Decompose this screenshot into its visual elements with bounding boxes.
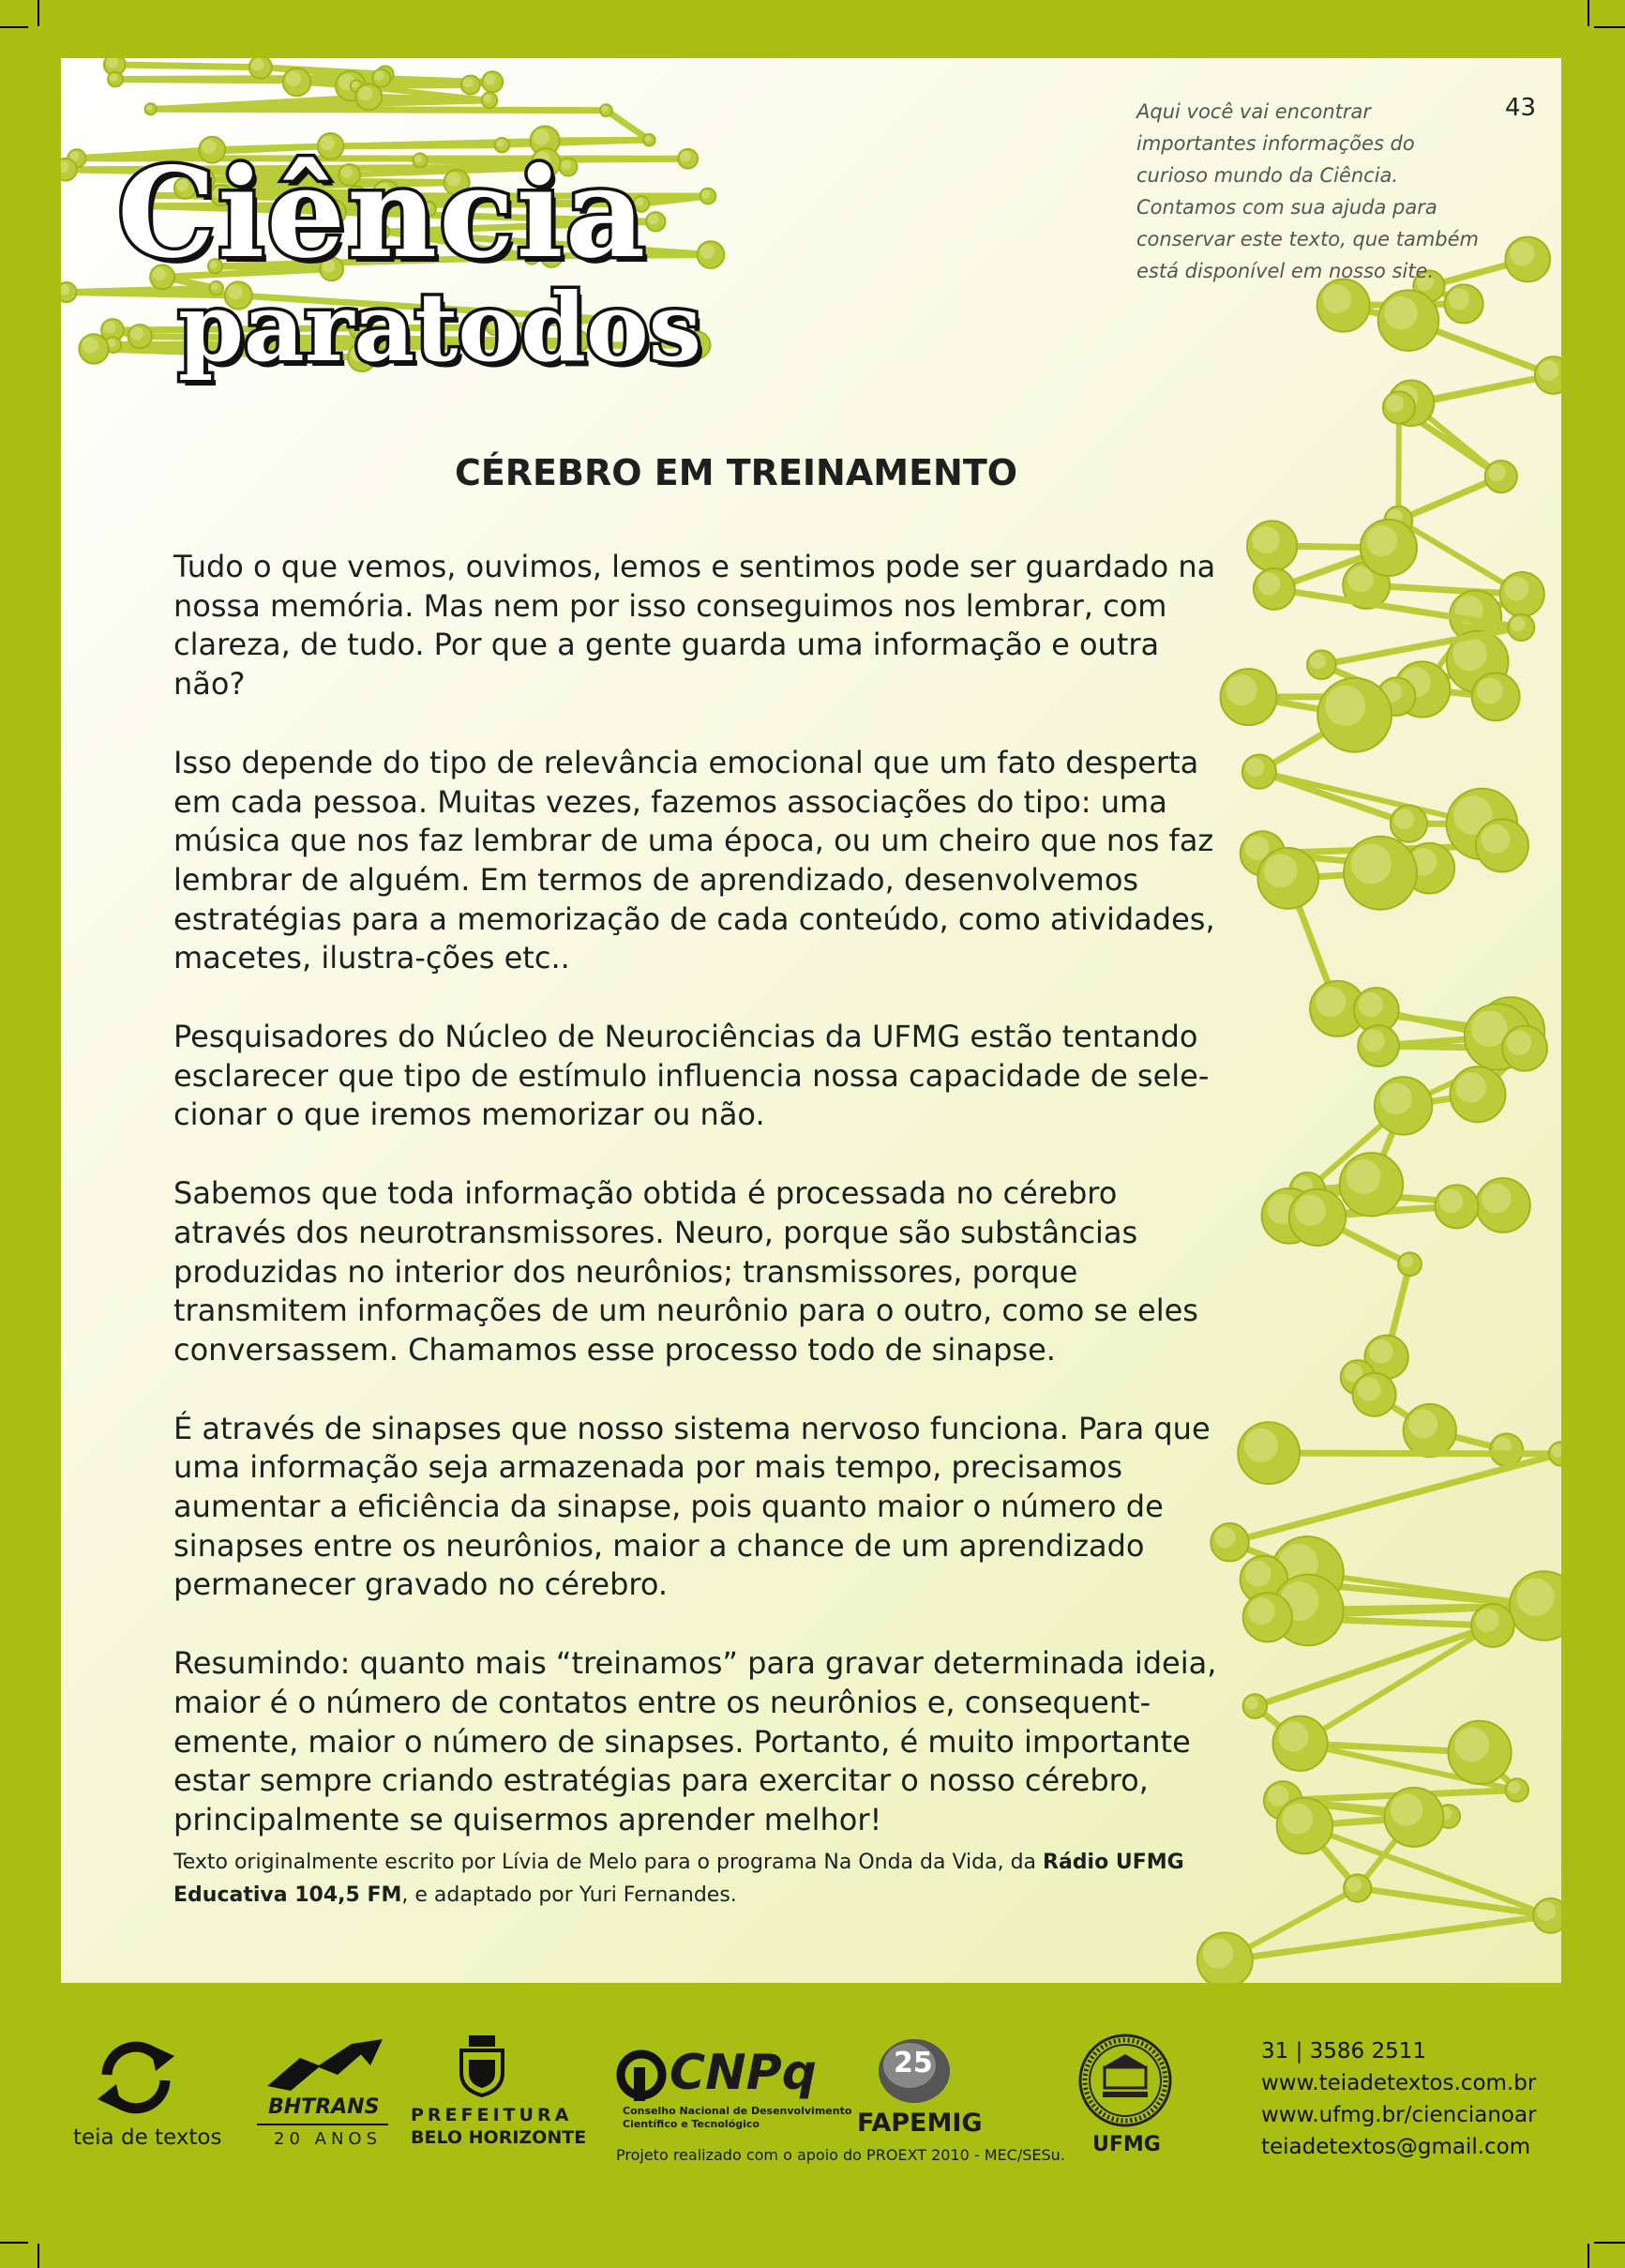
molecule-atom-highlight [1366,525,1397,556]
article-paragraph: Tudo o que vemos, ouvimos, lemos e sentimos pode ser guardado na nossa memória. Mas nem por isso conseguimos nos lembrar, com clareza, de tudo. Por que a gente guarda uma informação e outra não? [173,549,1216,703]
article-body [173,548,1224,1880]
email-link[interactable]: teiadetextos@gmail.com [1261,2135,1531,2159]
molecule-atom-highlight [1507,1031,1531,1055]
molecule-atom-highlight [1408,1410,1437,1439]
article-title: CÉREBRO EM TREINAMENTO [454,452,1018,493]
article-paragraph: Pesquisadores do Núcleo de Neurociências da UFMG estão tentando esclarecer que tipo de estímulo influencia nossa capacidade de sele-cionar o que iremos memorizar ou não. [173,1019,1210,1133]
article-paragraph: Isso depende do tipo de relevância emocional que um fato desperta em cada pessoa. Muitas vezes, fazemos associações do tipo: uma música que nos faz lembrar de uma época, ou um cheiro que nos faz lembrar de alguém. Em termos de aprendizado, desenvolvemos estratégias para a memorização de cada conteúdo, como atividades, macetes, ilustra-ções etc.. [173,744,1215,976]
molecule-atom-highlight [1449,288,1470,310]
molecule-atom-highlight [1369,1339,1392,1363]
molecule-atom-highlight [1511,617,1525,631]
molecule-bond [1225,1915,1550,1960]
molecule-atom-highlight [1347,1877,1362,1892]
cnpq-subtitle-2: Científico e Tecnológico [623,2118,760,2130]
molecule-atom-highlight [1278,1721,1308,1751]
molecule-bond [1358,1888,1551,1915]
molecule-atom-highlight [1455,1072,1485,1102]
molecule-atom-highlight [1504,577,1528,601]
molecule-atom-highlight [1508,1781,1520,1793]
molecule-atom-highlight [1439,1189,1463,1213]
website-teia-link[interactable]: www.teiadetextos.com.br [1261,2071,1537,2095]
bhtrans-logo-icon [263,2039,384,2095]
molecule-atom-highlight [1380,1082,1412,1114]
fapemig-25-label: 25 [894,2047,933,2079]
molecule-atom-highlight [1488,463,1506,481]
page-panel [61,58,1561,1983]
molecule-atom-highlight [1477,678,1503,704]
bhtrans-subtitle: 20 ANOS [274,2129,382,2149]
article-credit [173,1846,1224,1912]
credit-radio: Rádio UFMG Educativa 104,5 FM [173,1851,1184,1907]
molecule-atom-highlight [286,71,301,86]
molecule-atom-highlight [1244,836,1269,860]
molecule-atom-highlight [1325,686,1365,726]
molecule-atom-highlight [1245,1561,1271,1587]
molecule-atom-highlight [1257,572,1280,595]
teia-de-textos-logo-icon [94,2037,178,2118]
cnpq-subtitle-1: Conselho Nacional de Desenvolvimento [623,2105,852,2117]
molecule-atom-highlight [1248,1597,1275,1625]
molecule-atom-highlight [352,82,358,88]
molecule-atom-highlight [374,71,384,82]
molecule-atom-highlight [1391,1793,1423,1826]
molecule-atom-highlight [82,337,98,353]
fapemig-label: FAPEMIG [857,2109,983,2138]
molecule-atom-highlight [1359,992,1383,1017]
molecule-atom-highlight [146,105,153,112]
molecule-atom-highlight [1510,241,1534,265]
intro-text: Aqui você vai encontrar importantes informações do curioso mundo da Ciência. Contamos com sua ajuda para conservar este texto, que também está disponível em nosso site. [1136,100,1480,282]
molecule-atom-highlight [1346,1159,1380,1194]
molecule-atom-highlight [1384,296,1417,329]
contacts [1261,2035,1537,2163]
molecule-atom-highlight [1268,1785,1288,1806]
cnpq-label: CNPq [670,2045,818,2101]
molecule-atom-highlight [463,77,474,87]
prefeitura-coat-of-arms-icon [456,2035,508,2097]
molecule-atom-highlight [110,73,118,82]
molecule-atom-highlight [1316,987,1346,1017]
molecule-atom-highlight [1471,1010,1508,1047]
logo-line2: paratodos [178,272,702,383]
ufmg-seal-icon [1076,2032,1174,2129]
belo-horizonte-label: BELO HORIZONTE [411,2127,587,2148]
prefeitura-label: PREFEITURA [411,2105,573,2125]
molecule-bond [151,109,607,110]
support-note: Projeto realizado com o apoio do PROEXT 2010 - MEC/SESu. [616,2146,1065,2164]
molecule-atom-highlight [1252,526,1279,553]
molecule-atom-highlight [1516,1579,1554,1616]
bhtrans-label: BHTRANS [268,2095,380,2119]
molecule-atom-highlight [1454,1727,1489,1761]
molecule-atom-highlight [484,73,495,84]
molecule-bond [606,111,649,141]
ufmg-label: UFMG [1092,2133,1161,2156]
molecule-atom-highlight [1264,854,1298,888]
bhtrans-divider [257,2124,388,2125]
molecule-atom-highlight [1394,809,1415,829]
website-ufmg-link[interactable]: www.ufmg.br/ciencianoar [1261,2103,1537,2127]
phone-number: 31 | 3586 2511 [1261,2039,1427,2064]
teia-de-textos-label: teia de textos [73,2125,222,2150]
molecule-atom-highlight [1245,1697,1258,1710]
molecule-atom-highlight [1357,1377,1380,1400]
molecule-atom-highlight [1347,567,1373,592]
molecule-atom-highlight [1351,843,1392,884]
credit-text-end: , e adaptado por Yuri Fernandes. [401,1883,737,1907]
molecule-atom-highlight [1482,1184,1512,1214]
molecule-atom-highlight [601,106,608,113]
ciencia-para-todos-logo [98,141,774,422]
crop-mark [1587,0,1589,26]
molecule-atom-highlight [1362,1029,1385,1051]
article-paragraph: É através de sinapses que nosso sistema nervoso funciona. Para que uma informação seja armazenada por mais tempo, precisamos aumentar a eficiência da sinapse, pois quanto maior o número de sinapses entre os neurônios, maior a chance de um aprendizado permanecer gravado no cérebro. [173,1410,1211,1603]
article-paragraph: Sabemos que toda informação obtida é processada no cérebro através dos neurotransmissores. Neuro, porque são substâncias produzidas no interior dos neurônios; transmissores, porque transmitem informações de um neurônio para o outro, como se eles conversassem. Chamamos esse processo todo de sinapse. [173,1175,1198,1368]
molecule-atom-highlight [358,86,372,100]
molecule-atom-highlight [1386,395,1404,413]
molecule-atom-highlight [1401,1255,1414,1268]
logo-line1: Ciência [117,141,648,286]
crop-mark [0,26,28,28]
molecule-atom-highlight [1310,653,1326,669]
molecule-atom-highlight [1295,1195,1326,1226]
footer [0,1983,1625,2268]
molecule-atom-highlight [1537,1902,1556,1921]
molecule-atom-highlight [1283,1804,1314,1835]
crop-mark [1594,26,1625,28]
molecule-bond [1269,1453,1560,1454]
molecule-atom-highlight [1203,1938,1233,1968]
crop-mark [38,0,39,26]
molecule-atom-highlight [1322,284,1351,313]
molecule-atom-highlight [1481,824,1510,854]
page-number: 43 [1505,94,1537,122]
molecule-atom-highlight [1244,1429,1278,1462]
molecule-atom-highlight [1245,758,1264,777]
molecule-atom-highlight [1539,360,1559,381]
article-paragraph: Resumindo: quanto mais “treinamos” para gravar determinada ideia, maior é o número de contatos entre os neurônios e, consequent-emente, maior o número de sinapses. Portanto, é muito importante estar sempre criando estratégias para exercitar o nosso cérebro, principalmente se quisermos aprender melhor! [173,1645,1217,1837]
molecule-bond [114,65,261,68]
cnpq-logo-icon [615,2049,671,2105]
molecule-atom-highlight [1226,674,1257,705]
credit-text: Texto originalmente escrito por Lívia de Melo para o programa Na Onda da Vida, da [173,1851,1044,1874]
molecule-atom-highlight [251,58,263,70]
molecule-atom-highlight [483,94,491,102]
molecule-atom-highlight [1476,1609,1499,1632]
